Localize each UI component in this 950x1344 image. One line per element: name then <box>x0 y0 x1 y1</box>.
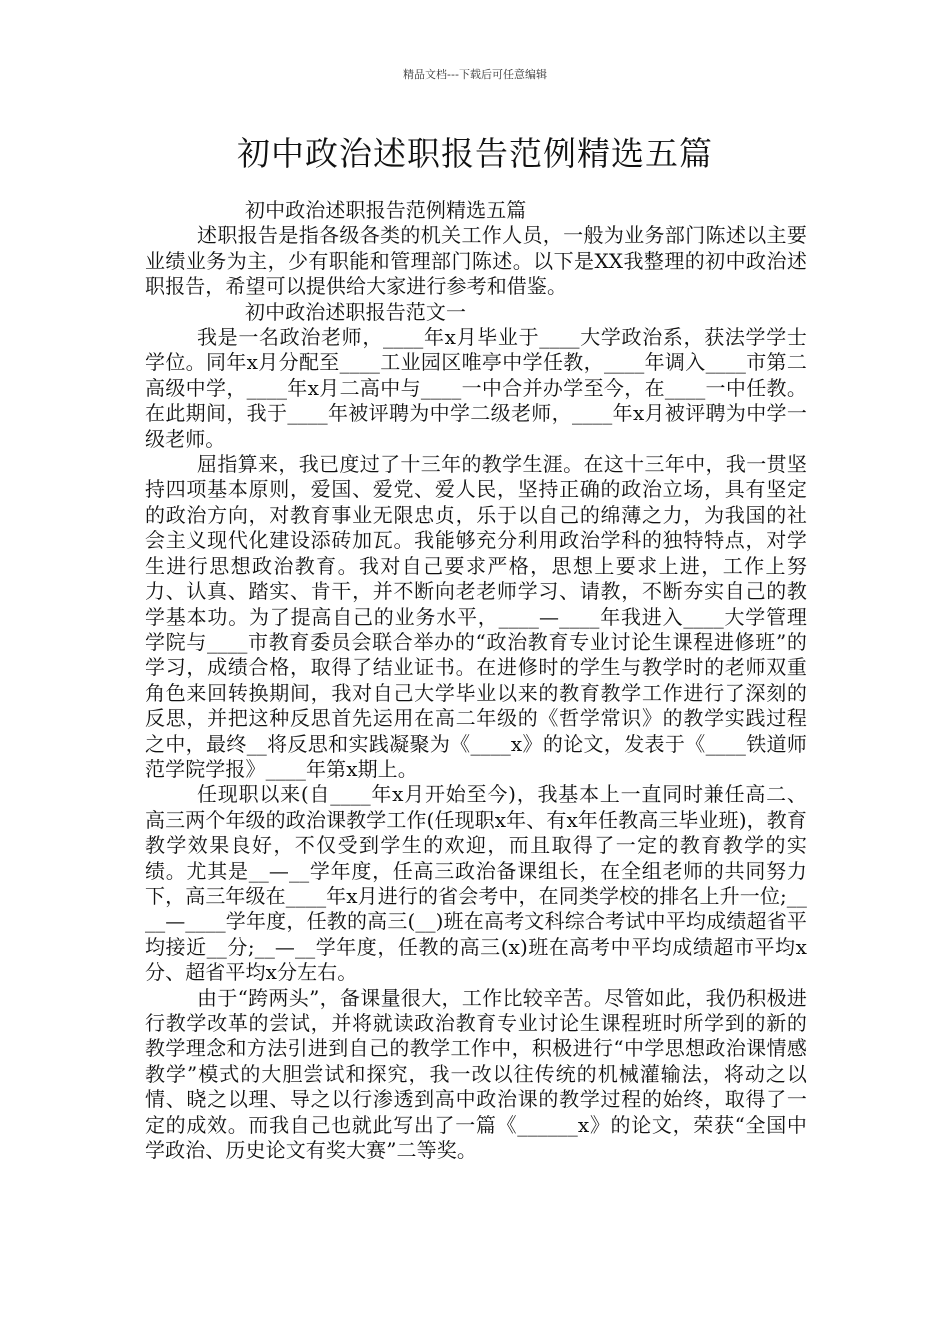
paragraph: 我是一名政治老师，____年x月毕业于____大学政治系，获法学学士学位。同年x月分配至____工业园区唯亭中学任教，____年调入____市第二高级中学，____年x月二高中与____一中合并办学至今，在____一中任教。在此期间，我于____年被评聘为中学二级老师，____年x月被评聘为中学一级老师。 <box>145 325 807 451</box>
paragraph-subhead: 初中政治述职报告范文一 <box>245 299 467 324</box>
paragraph: 屈指算来，我已度过了十三年的教学生涯。在这十三年中，我一贯坚持四项基本原则，爱国、爱党、爱人民，坚持正确的政治立场，具有坚定的政治方向，对教育事业无限忠贞，乐于以自己的绵薄之力，为我国的社会主义现代化建设添砖加瓦。我能够充分利用政治学科的独特特点，对学生进行思想政治教育。我对自己要求严格，思想上要求上进，工作上努力、认真、踏实、肯干，并不断向老老师学习、请教，不断夯实自己的教学基本功。为了提高自己的业务水平，____—____年我进入____大学管理学院与____市教育委员会联合举办的“政治教育专业讨论生课程进修班”的学习，成绩合格，取得了结业证书。在进修时的学生与教学时的老师双重角色来回转换期间，我对自己大学毕业以来的教育教学工作进行了深刻的反思，并把这种反思首先运用在高二年级的《哲学常识》的教学实践过程之中，最终__将反思和实践凝聚为《____x》的论文，发表于《____铁道师范学院学报》____年第x期上。 <box>145 452 807 781</box>
paragraph: 任现职以来(自____年x月开始至今)，我基本上一直同时兼任高二、高三两个年级的政治课教学工作(任现职x年、有x年任教高三毕业班)，教育教学效果良好，不仅受到学生的欢迎，而且取得了一定的教育教学的实绩。尤其是__—__学年度，任高三政治备课组长，在全组老师的共同努力下，高三年级在____年x月进行的省会考中，在同类学校的排名上升一位;____—____学年度，任教的高三(__)班在高考文科综合考试中平均成绩超省平均接近__分;__—__学年度，任教的高三(x)班在高考中平均成绩超市平均x分、超省平均x分左右。 <box>145 782 807 985</box>
document-title: 初中政治述职报告范例精选五篇 <box>237 134 713 173</box>
paragraph: 述职报告是指各级各类的机关工作人员，一般为业务部门陈述以主要业绩业务为主，少有职能和管理部门陈述。以下是XX我整理的初中政治述职报告，希望可以提供给大家进行参考和借鉴。 <box>145 223 807 299</box>
header-note: 精品文档---下载后可任意编辑 <box>403 68 547 81</box>
document-body <box>145 198 807 1163</box>
paragraph: 由于“跨两头”，备课量很大，工作比较辛苦。尽管如此，我仍积极进行教学改革的尝试，并将就读政治教育专业讨论生课程班时所学到的新的教学理念和方法引进到自己的教学工作中，积极进行“中学思想政治课情感教学”模式的大胆尝试和探究，我一改以往传统的机械灌输法，将动之以情、晓之以理、导之以行渗透到高中政治课的教学过程的始终，取得了一定的成效。而我自己也就此写出了一篇《______x》的论文，荣获“全国中学政治、历史论文有奖大赛”二等奖。 <box>145 985 807 1163</box>
paragraph-subhead: 初中政治述职报告范例精选五篇 <box>245 198 527 222</box>
